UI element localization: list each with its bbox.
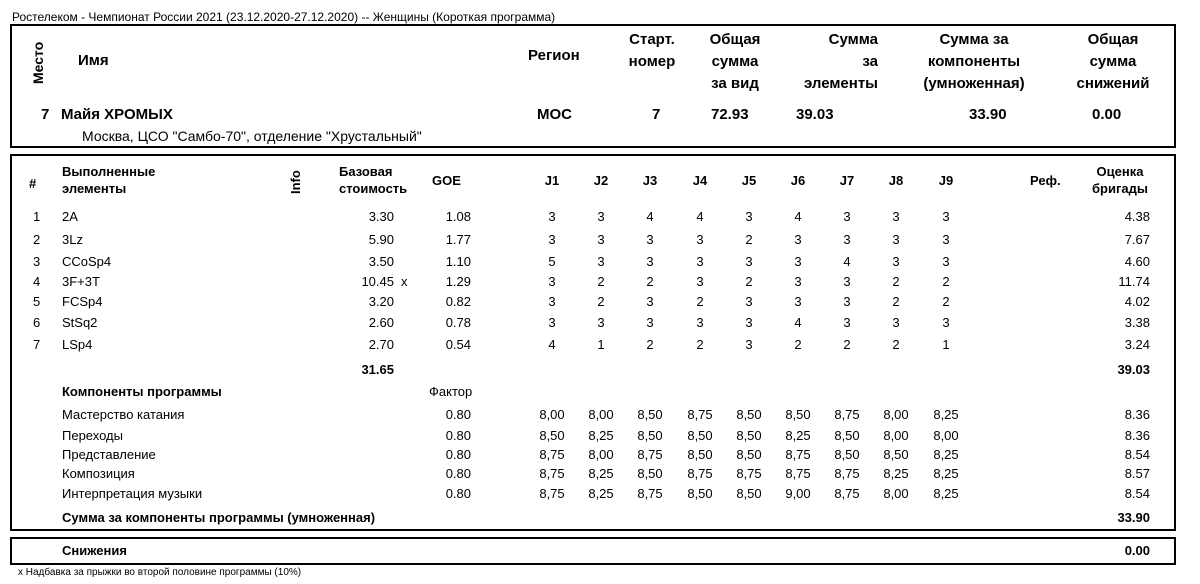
element-judge-score: 3 — [843, 315, 851, 330]
element-judge-score: 2 — [597, 274, 605, 289]
goe-header: GOE — [432, 173, 461, 188]
element-judge-score: 3 — [892, 254, 900, 269]
element-judge-score: 2 — [646, 274, 654, 289]
element-goe: 0.54 — [445, 337, 471, 352]
element-judge-score: 3 — [548, 209, 556, 224]
component-judge-score: 8,75 — [539, 486, 565, 501]
skater-deductions: 0.00 — [1092, 106, 1122, 123]
component-judge-score: 8,50 — [687, 447, 713, 462]
element-judge-score: 3 — [745, 337, 753, 352]
region-header: Регион — [528, 47, 580, 64]
element-judge-score: 3 — [696, 254, 704, 269]
element-judge-score: 2 — [843, 337, 851, 352]
component-factor: 0.80 — [445, 428, 471, 443]
element-judge-score: 4 — [794, 315, 802, 330]
component-judge-score: 8,75 — [785, 447, 811, 462]
component-judge-score: 8,50 — [637, 466, 663, 481]
factor-header: Фактор — [429, 384, 473, 399]
component-score: 8.54 — [1124, 486, 1150, 501]
element-judge-score: 2 — [745, 232, 753, 247]
component-name: Интерпретация музыки — [62, 486, 203, 501]
deductions-header: Общая сумма снижений — [1076, 31, 1150, 92]
element-judge-score: 3 — [794, 232, 802, 247]
element-judge-score: 2 — [646, 337, 654, 352]
element-judge-score: 2 — [892, 337, 900, 352]
skater-club: Москва, ЦСО "Самбо-70", отделение "Хрустальный" — [82, 128, 422, 144]
skater-elements: 39.03 — [796, 106, 834, 123]
component-judge-score: 8,75 — [637, 447, 663, 462]
component-judge-score: 8,75 — [834, 407, 860, 422]
element-judge-score: 3 — [843, 209, 851, 224]
component-judge-score: 8,50 — [834, 447, 860, 462]
element-judge-score: 3 — [646, 232, 654, 247]
element-goe: 1.77 — [445, 232, 471, 247]
component-judge-score: 8,75 — [637, 486, 663, 501]
component-name: Представление — [62, 447, 156, 462]
component-judge-score: 8,75 — [687, 466, 713, 481]
ref-header: Реф. — [1030, 173, 1061, 188]
component-judge-score: 8,25 — [933, 407, 959, 422]
element-judge-score: 2 — [892, 294, 900, 309]
component-judge-score: 8,00 — [539, 407, 565, 422]
element-base-value: 3.50 — [368, 254, 394, 269]
element-judge-score: 3 — [892, 232, 900, 247]
element-judge-score: 3 — [942, 315, 950, 330]
element-goe: 0.78 — [445, 315, 471, 330]
component-judge-score: 8,75 — [736, 466, 762, 481]
element-judge-score: 3 — [892, 209, 900, 224]
element-judge-score: 3 — [794, 294, 802, 309]
element-number: 4 — [33, 274, 41, 289]
component-name: Мастерство катания — [62, 407, 185, 422]
element-judge-score: 3 — [597, 209, 605, 224]
component-judge-score: 8,00 — [883, 428, 909, 443]
element-base-value: 3.20 — [368, 294, 394, 309]
element-judge-score: 2 — [892, 274, 900, 289]
element-number: 6 — [33, 315, 41, 330]
element-judge-score: 3 — [646, 254, 654, 269]
element-code: 3F+3T — [62, 274, 100, 289]
total-header: Общая сумма за вид — [709, 31, 761, 92]
element-code: 2A — [62, 209, 78, 224]
element-judge-score: 3 — [794, 254, 802, 269]
element-panel-score: 3.38 — [1124, 315, 1150, 330]
component-judge-score: 8,00 — [883, 486, 909, 501]
element-number: 5 — [33, 294, 41, 309]
skater-place: 7 — [41, 106, 50, 123]
element-judge-score: 4 — [696, 209, 704, 224]
component-judge-score: 8,50 — [736, 486, 762, 501]
component-factor: 0.80 — [445, 486, 471, 501]
element-panel-score: 4.02 — [1124, 294, 1150, 309]
element-code: LSp4 — [62, 337, 93, 352]
component-judge-score: 8,50 — [736, 428, 762, 443]
component-judge-score: 8,75 — [785, 466, 811, 481]
footnote: x Надбавка за прыжки во второй половине программы (10%) — [18, 567, 302, 578]
element-judge-score: 3 — [892, 315, 900, 330]
element-judge-score: 2 — [745, 274, 753, 289]
element-judge-score: 2 — [942, 294, 950, 309]
element-number: 3 — [33, 254, 41, 269]
info-header: Info — [288, 170, 303, 194]
component-judge-score: 8,50 — [687, 428, 713, 443]
component-score: 8.36 — [1124, 407, 1150, 422]
score-total: 39.03 — [1117, 362, 1150, 377]
component-judge-score: 8,75 — [539, 447, 565, 462]
element-judge-score: 3 — [942, 254, 950, 269]
element-judge-score: 3 — [696, 315, 704, 330]
element-judge-score: 3 — [696, 232, 704, 247]
component-judge-score: 8,50 — [539, 428, 565, 443]
components-total-label: Сумма за компоненты программы (умноженная) — [62, 510, 376, 525]
judge-header-5: J5 — [741, 173, 757, 188]
element-code: 3Lz — [62, 232, 83, 247]
component-judge-score: 8,25 — [588, 428, 614, 443]
component-judge-score: 8,25 — [785, 428, 811, 443]
components-total: 33.90 — [1117, 510, 1150, 525]
event-title: Ростелеком - Чемпионат России 2021 (23.12.2020-27.12.2020) -- Женщины (Короткая программа) — [12, 10, 556, 24]
component-score: 8.54 — [1124, 447, 1150, 462]
judge-header-6: J6 — [790, 173, 806, 188]
component-judge-score: 8,25 — [883, 466, 909, 481]
element-judge-score: 2 — [597, 294, 605, 309]
skater-region: МОС — [537, 106, 572, 123]
component-judge-score: 8,50 — [785, 407, 811, 422]
component-judge-score: 8,25 — [588, 486, 614, 501]
element-judge-score: 3 — [548, 274, 556, 289]
component-factor: 0.80 — [445, 466, 471, 481]
component-judge-score: 8,25 — [588, 466, 614, 481]
judge-header-7: J7 — [839, 173, 855, 188]
element-judge-score: 3 — [745, 254, 753, 269]
component-judge-score: 8,25 — [933, 486, 959, 501]
element-code: StSq2 — [62, 315, 98, 330]
base-header: Базовая стоимость — [339, 164, 408, 196]
component-judge-score: 8,25 — [933, 466, 959, 481]
executed-header: Выполненные элементы — [62, 164, 156, 196]
element-judge-score: 3 — [646, 294, 654, 309]
skater-start-no: 7 — [652, 106, 661, 123]
element-base-value: 3.30 — [368, 209, 394, 224]
element-judge-score: 5 — [548, 254, 556, 269]
element-number: 1 — [33, 209, 41, 224]
judge-header-1: J1 — [544, 173, 560, 188]
element-judge-score: 3 — [942, 232, 950, 247]
component-judge-score: 8,75 — [834, 466, 860, 481]
element-judge-score: 3 — [745, 209, 753, 224]
element-judge-score: 3 — [597, 232, 605, 247]
component-score: 8.36 — [1124, 428, 1150, 443]
element-judge-score: 1 — [942, 337, 950, 352]
element-judge-score: 3 — [597, 315, 605, 330]
element-judge-score: 3 — [548, 232, 556, 247]
element-judge-score: 2 — [696, 337, 704, 352]
judge-header-3: J3 — [642, 173, 658, 188]
element-number: 2 — [33, 232, 41, 247]
component-judge-score: 8,50 — [687, 486, 713, 501]
component-name: Композиция — [62, 466, 135, 481]
component-name: Переходы — [62, 428, 123, 443]
element-goe: 1.08 — [445, 209, 471, 224]
element-judge-score: 3 — [843, 274, 851, 289]
component-judge-score: 8,75 — [687, 407, 713, 422]
element-code: FCSp4 — [62, 294, 103, 309]
element-judge-score: 3 — [646, 315, 654, 330]
element-judge-score: 2 — [696, 294, 704, 309]
base-total: 31.65 — [361, 362, 394, 377]
element-base-value: 10.45 — [361, 274, 394, 289]
components-header: Сумма за компоненты (умноженная) — [923, 31, 1025, 92]
element-judge-score: 3 — [794, 274, 802, 289]
component-judge-score: 8,75 — [539, 466, 565, 481]
element-base-value: 5.90 — [368, 232, 394, 247]
element-goe: 0.82 — [445, 294, 471, 309]
element-judge-score: 3 — [597, 254, 605, 269]
component-factor: 0.80 — [445, 447, 471, 462]
element-judge-score: 3 — [548, 315, 556, 330]
element-base-value: 2.60 — [368, 315, 394, 330]
component-judge-score: 8,00 — [588, 447, 614, 462]
component-judge-score: 8,50 — [637, 428, 663, 443]
element-judge-score: 3 — [745, 315, 753, 330]
num-header: # — [29, 176, 37, 191]
score-header: Оценка бригады — [1092, 164, 1148, 196]
elements-header: Сумма за элементы — [803, 31, 878, 92]
component-factor: 0.80 — [445, 407, 471, 422]
element-info: x — [401, 274, 408, 289]
component-judge-score: 8,25 — [933, 447, 959, 462]
component-judge-score: 8,50 — [736, 407, 762, 422]
element-judge-score: 3 — [843, 232, 851, 247]
judge-header-2: J2 — [593, 173, 609, 188]
skater-components: 33.90 — [969, 106, 1007, 123]
start-header: Старт. номер — [628, 31, 676, 70]
element-judge-score: 4 — [843, 254, 851, 269]
element-judge-score: 2 — [794, 337, 802, 352]
component-judge-score: 8,50 — [883, 447, 909, 462]
component-judge-score: 8,00 — [588, 407, 614, 422]
element-goe: 1.10 — [445, 254, 471, 269]
component-judge-score: 9,00 — [785, 486, 811, 501]
element-panel-score: 3.24 — [1124, 337, 1150, 352]
element-judge-score: 2 — [942, 274, 950, 289]
element-judge-score: 3 — [548, 294, 556, 309]
element-base-value: 2.70 — [368, 337, 394, 352]
judge-header-9: J9 — [938, 173, 954, 188]
element-code: CCoSp4 — [62, 254, 112, 269]
deductions-label: Снижения — [62, 543, 127, 558]
element-judge-score: 4 — [646, 209, 654, 224]
element-judge-score: 1 — [597, 337, 605, 352]
deductions-value: 0.00 — [1124, 543, 1150, 558]
skater-total: 72.93 — [711, 106, 749, 123]
element-panel-score: 11.74 — [1118, 274, 1150, 289]
component-judge-score: 8,75 — [834, 486, 860, 501]
element-judge-score: 3 — [696, 274, 704, 289]
place-header: Место — [30, 41, 46, 84]
component-judge-score: 8,50 — [736, 447, 762, 462]
component-score: 8.57 — [1124, 466, 1150, 481]
element-panel-score: 4.38 — [1124, 209, 1150, 224]
element-goe: 1.29 — [445, 274, 471, 289]
component-judge-score: 8,00 — [933, 428, 959, 443]
element-judge-score: 3 — [745, 294, 753, 309]
component-judge-score: 8,50 — [834, 428, 860, 443]
element-judge-score: 4 — [548, 337, 556, 352]
component-judge-score: 8,50 — [637, 407, 663, 422]
element-judge-score: 4 — [794, 209, 802, 224]
component-judge-score: 8,00 — [883, 407, 909, 422]
element-judge-score: 3 — [843, 294, 851, 309]
deductions-box — [10, 537, 1176, 565]
judge-header-8: J8 — [888, 173, 904, 188]
components-title: Компоненты программы — [62, 384, 222, 399]
element-panel-score: 4.60 — [1124, 254, 1150, 269]
element-judge-score: 3 — [942, 209, 950, 224]
element-number: 7 — [33, 337, 41, 352]
skater-name: Майя ХРОМЫХ — [61, 106, 173, 123]
judge-header-4: J4 — [692, 173, 708, 188]
name-header: Имя — [78, 52, 109, 69]
element-panel-score: 7.67 — [1124, 232, 1150, 247]
